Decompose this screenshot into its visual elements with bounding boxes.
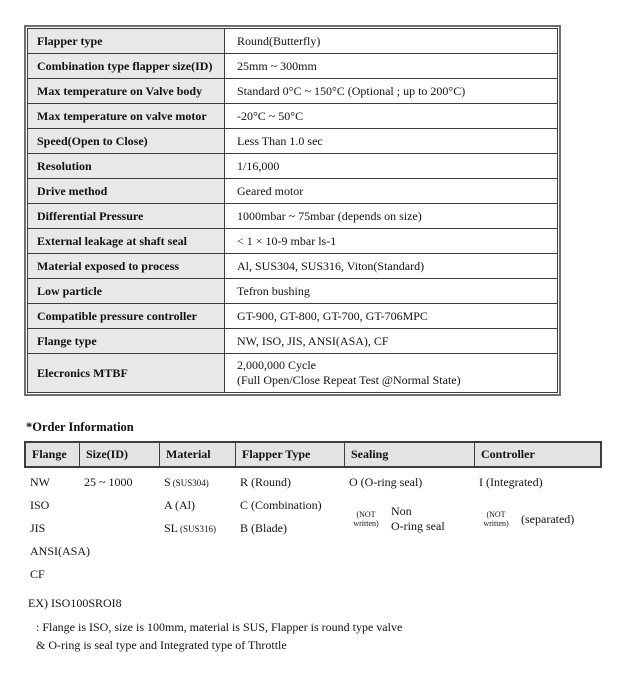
material-option-a — [158, 496, 234, 519]
flange-option-jis: JIS — [30, 521, 46, 535]
flange-option-ansi: ANSI(ASA) — [30, 544, 90, 558]
material-option-sl — [158, 519, 234, 542]
spec-row-external-leakage — [28, 229, 557, 254]
material-option-s — [158, 473, 234, 496]
spec-label: Max temperature on Valve body — [28, 79, 225, 103]
spec-value: Standard 0°C ~ 150°C (Optional ; up to 200°C) — [237, 83, 466, 98]
order-table-body — [24, 473, 602, 588]
example-line2: & O-ring is seal type and Integrated type of Throttle — [36, 638, 287, 652]
spec-label: Material exposed to process — [28, 254, 225, 278]
flapper-option-round: R (Round) — [240, 475, 291, 489]
size-option: 25 ~ 1000 — [84, 475, 133, 489]
spec-row-differential-pressure — [28, 204, 557, 229]
order-header-size: Size(ID) — [80, 443, 160, 466]
spec-row-speed — [28, 129, 557, 154]
spec-value: Less Than 1.0 sec — [237, 133, 323, 148]
spec-label: Flapper type — [28, 29, 225, 53]
flapper-option-blade: B (Blade) — [240, 521, 287, 535]
spec-value: Al, SUS304, SUS316, Viton(Standard) — [237, 258, 425, 273]
spec-label: Elecronics MTBF — [28, 354, 225, 392]
spec-row-drive-method — [28, 179, 557, 204]
spec-label: Combination type flapper size(ID) — [28, 54, 225, 78]
controller-option-integrated: I (Integrated) — [479, 475, 543, 489]
controller-not-written-note: (NOT written) — [483, 510, 509, 528]
sealing-not-written-note: (NOT written) — [353, 510, 379, 528]
spec-label: Resolution — [28, 154, 225, 178]
spec-row-material-exposed — [28, 254, 557, 279]
mtbf-value-line1: 2,000,000 Cycle — [237, 358, 316, 372]
spec-label: Drive method — [28, 179, 225, 203]
sealing-option-non-oring — [343, 496, 473, 542]
spec-value: GT-900, GT-800, GT-700, GT-706MPC — [237, 308, 428, 323]
material-code: S — [164, 475, 171, 489]
material-note: (SUS316) — [180, 524, 217, 534]
sealing-alt-line1: Non — [391, 504, 412, 518]
controller-separated-label: (separated) — [521, 511, 575, 526]
spec-row-electronics-mtbf — [28, 354, 557, 392]
order-header-material: Material — [160, 443, 236, 466]
spec-label: Flange type — [28, 329, 225, 353]
material-note: (SUS304) — [172, 478, 209, 488]
spec-label: Max temperature on valve motor — [28, 104, 225, 128]
order-header-flapper-type: Flapper Type — [236, 443, 345, 466]
material-code: SL — [164, 521, 179, 535]
spec-row-compatible-controller — [28, 304, 557, 329]
sealing-non-oring-label — [391, 504, 445, 534]
material-code: A (Al) — [164, 498, 195, 512]
spec-row-flapper-type — [28, 29, 557, 54]
spec-label: Low particle — [28, 279, 225, 303]
spec-value: Tefron bushing — [237, 283, 310, 298]
spec-row-max-temp-body — [28, 79, 557, 104]
spec-value — [225, 354, 557, 392]
order-header-flange: Flange — [26, 443, 80, 466]
order-header-controller: Controller — [481, 447, 535, 461]
spec-row-low-particle — [28, 279, 557, 304]
example-code: EX) ISO100SROI8 — [28, 596, 122, 610]
spec-value: 1000mbar ~ 75mbar (depends on size) — [237, 208, 422, 223]
spec-row-max-temp-motor — [28, 104, 557, 129]
order-header-sealing: Sealing — [345, 443, 475, 466]
sealing-option-oring: O (O-ring seal) — [349, 475, 423, 489]
spec-table-inner — [27, 28, 558, 393]
spec-value: 25mm ~ 300mm — [237, 58, 317, 73]
spec-label: External leakage at shaft seal — [28, 229, 225, 253]
example-section — [28, 596, 402, 654]
spec-value: 1/16,000 — [237, 158, 280, 173]
example-line1: : Flange is ISO, size is 100mm, material is SUS, Flapper is round type valve — [36, 620, 403, 634]
spec-label: Speed(Open to Close) — [28, 129, 225, 153]
spec-label: Differential Pressure — [28, 204, 225, 228]
spec-table — [24, 25, 561, 396]
spec-value: < 1 × 10-9 mbar ls-1 — [237, 233, 337, 248]
spec-row-flange-type — [28, 329, 557, 354]
sealing-alt-line2: O-ring seal — [391, 519, 445, 533]
spec-label: Compatible pressure controller — [28, 304, 225, 328]
spec-row-combination-size — [28, 54, 557, 79]
order-info-title: *Order Information — [26, 420, 134, 434]
spec-row-resolution — [28, 154, 557, 179]
spec-value: NW, ISO, JIS, ANSI(ASA), CF — [237, 333, 389, 348]
spec-value: Round(Butterfly) — [237, 33, 321, 48]
mtbf-value-line2: (Full Open/Close Repeat Test @Normal State) — [237, 373, 461, 387]
spec-value: -20°C ~ 50°C — [237, 108, 304, 123]
flange-option-nw: NW — [30, 475, 50, 489]
flapper-option-combination: C (Combination) — [240, 498, 322, 512]
flange-option-iso: ISO — [30, 498, 50, 512]
spec-value: Geared motor — [237, 183, 304, 198]
flange-option-cf: CF — [30, 567, 45, 581]
order-table-header — [24, 441, 602, 468]
controller-option-separated — [473, 496, 599, 542]
